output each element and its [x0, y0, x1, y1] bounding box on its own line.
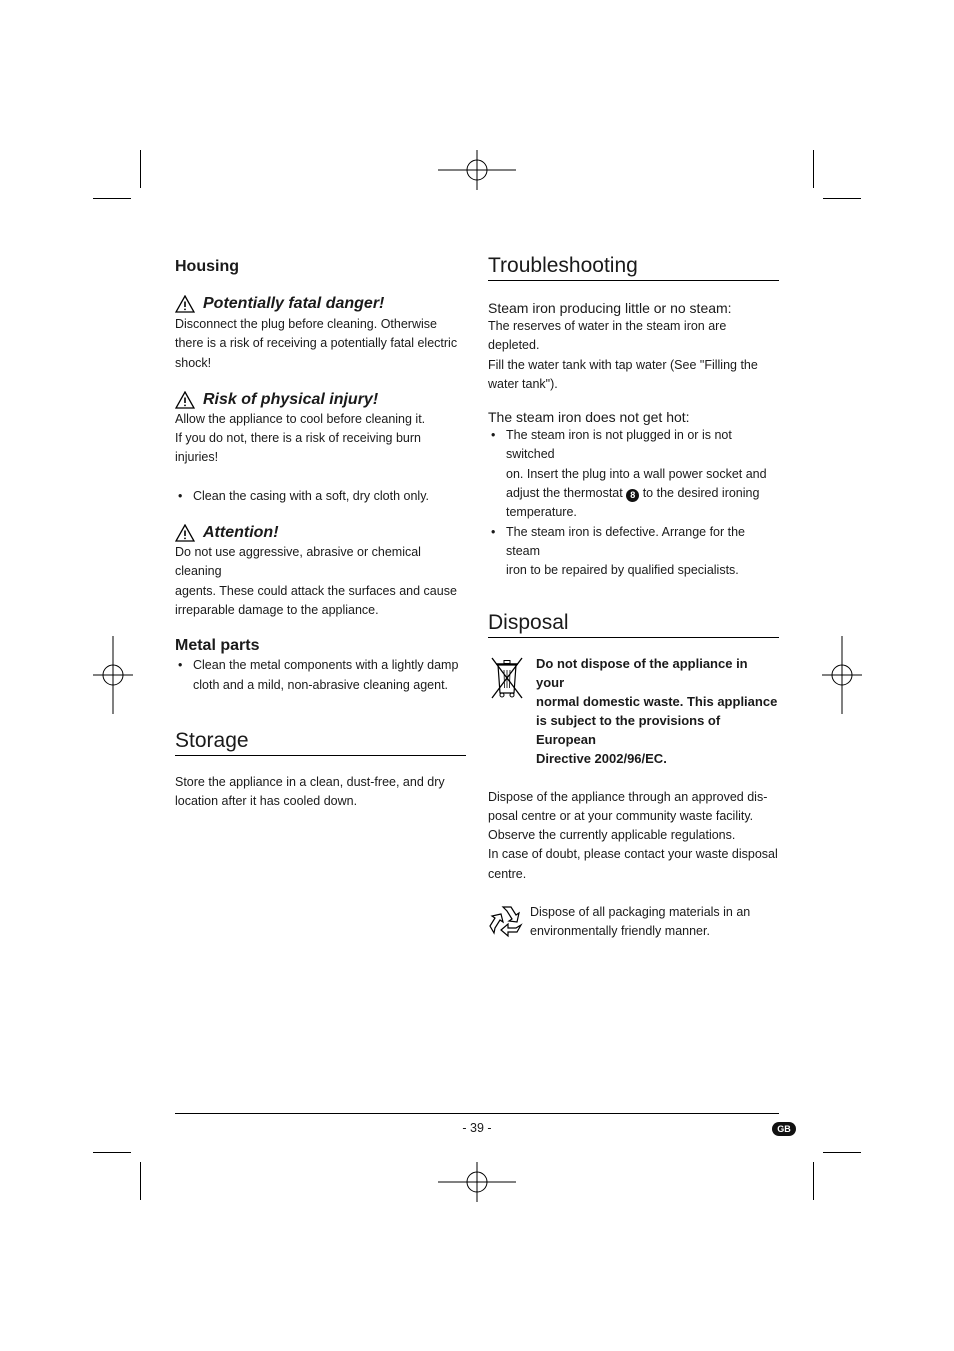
warning-triangle-icon: [175, 391, 195, 409]
recycle-icon: [488, 903, 526, 941]
storage-text: Store the appliance in a clean, dust-free, and dry location after it has cooled down.: [175, 774, 445, 809]
metal-bullets: [175, 656, 466, 695]
attention-text: Do not use aggressive, abrasive or chemical cleaning agents. These could attack the surfaces and cause irreparable damage to the appliance.: [175, 545, 457, 617]
troubleshooting-heading: Troubleshooting: [488, 254, 779, 281]
recycle-text: Dispose of all packaging materials in an environmentally friendly manner.: [530, 905, 751, 939]
right-column: [488, 254, 779, 942]
list-item: • The steam iron is defective. Arrange for the steam iron to be repaired by qualified specialists.: [488, 523, 779, 581]
metal-parts-heading: Metal parts: [175, 637, 260, 655]
left-column: [175, 258, 466, 811]
list-item: • Clean the metal components with a lightly damp cloth and a mild, non-abrasive cleaning agent.: [175, 656, 466, 695]
list-item: • Clean the casing with a soft, dry cloth only.: [175, 487, 466, 506]
warning-injury-text: Allow the appliance to cool before cleaning it. If you do not, there is a risk of receiving burn injuries!: [175, 411, 426, 465]
crossed-bin-icon: [488, 655, 526, 699]
warning-injury-title: Risk of physical injury!: [203, 390, 379, 408]
page-number: - 39 -: [462, 1121, 492, 1135]
warning-fatal-text: Disconnect the plug before cleaning. Otherwise there is a risk of receiving a potentially fatal electric shock!: [175, 317, 458, 370]
weee-text: Do not dispose of the appliance in your normal domestic waste. This appliance is subject to the provisions of European Directive 2002/96/EC.: [536, 655, 778, 766]
attention-title: Attention!: [203, 524, 279, 542]
warning-triangle-icon: [175, 524, 195, 542]
steam-answer: The reserves of water in the steam iron are depleted. Fill the water tank with tap water (See "Filling the water tank").: [488, 319, 758, 391]
disposal-heading: Disposal: [488, 611, 779, 638]
steam-question: Steam iron producing little or no steam:: [488, 300, 732, 316]
disposal-text: Dispose of the appliance through an approved dis- posal centre or at your community waste facility. Observe the currently applicable regulations. In case of doubt, please contact your waste disposal centre.: [488, 789, 778, 881]
attention-heading: [175, 524, 466, 542]
warning-fatal-title: Potentially fatal danger!: [203, 295, 385, 312]
thermostat-number-badge: 8: [626, 489, 639, 502]
registration-mark-left: [93, 636, 133, 714]
language-badge: GB: [772, 1122, 796, 1136]
warning-fatal-heading: [175, 295, 466, 313]
storage-heading: Storage: [175, 729, 466, 756]
recycle-notice: [488, 903, 779, 942]
warning-injury-heading: [175, 391, 466, 409]
housing-bullets: [175, 487, 466, 506]
list-item: • The steam iron is not plugged in or is not switched on. Insert the plug into a wall power socket and adjust the thermostat 8 to the desired ironing temperature.: [488, 426, 779, 522]
registration-mark-top: [438, 150, 516, 190]
hot-question: The steam iron does not get hot:: [488, 409, 690, 426]
registration-mark-right: [822, 636, 862, 714]
hot-bullets: [488, 426, 779, 580]
weee-notice: [488, 654, 779, 768]
registration-mark-bottom: [438, 1162, 516, 1202]
warning-triangle-icon: [175, 295, 195, 313]
housing-heading: Housing: [175, 258, 239, 275]
footer-rule: [175, 1113, 779, 1114]
